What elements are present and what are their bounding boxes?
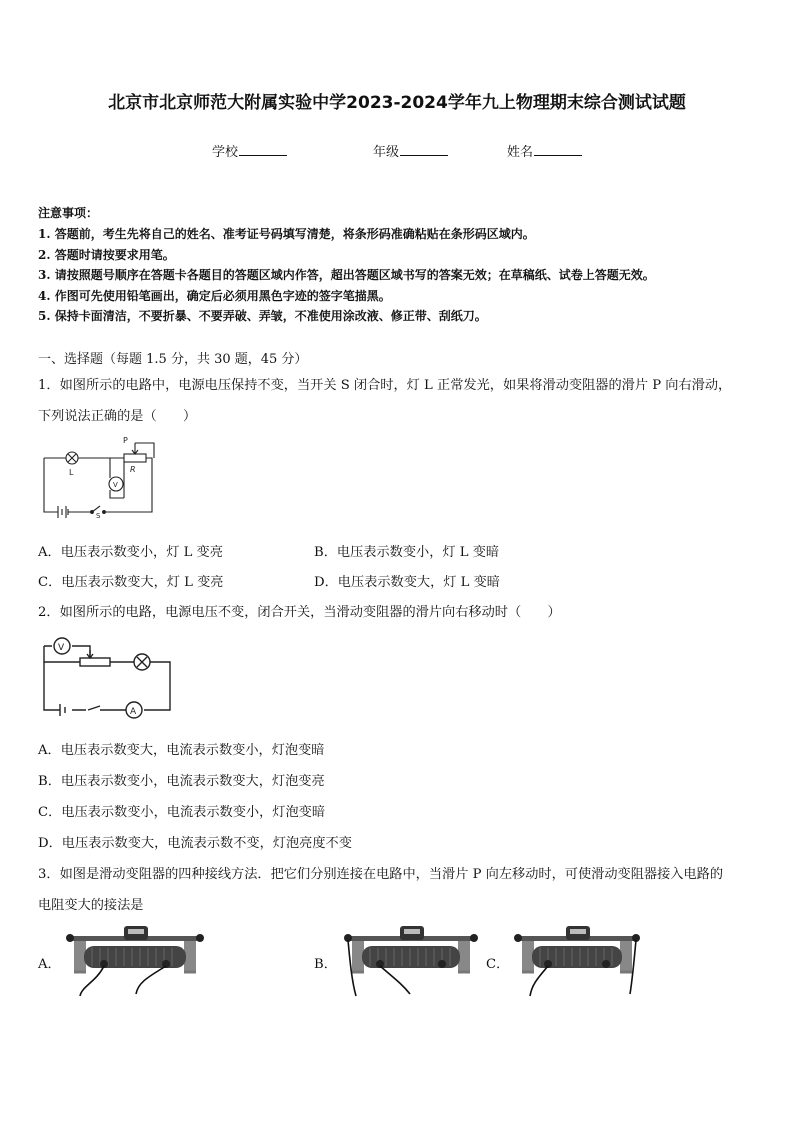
q2-circuit-diagram <box>38 628 176 726</box>
note-item: 5. 保持卡面清洁，不要折暴、不要弄破、弄皱，不准使用涂改液、修正带、刮纸刀。 <box>38 309 487 323</box>
school-field[interactable] <box>212 141 287 160</box>
q2-option-b[interactable]: B．电压表示数变小，电流表示数变大，灯泡变亮 <box>38 774 325 789</box>
notes-heading: 注意事项： <box>38 206 99 220</box>
rheostat-image-c <box>514 922 640 1000</box>
rheostat-image-a <box>66 922 204 1000</box>
q1-option-d[interactable]: D．电压表示数变大，灯 L 变暗 <box>314 575 500 590</box>
label-l: L <box>69 468 74 477</box>
q3-option-a[interactable]: A． <box>38 957 61 972</box>
q3-stem-line1: 3．如图是滑动变阻器的四种接线方法．把它们分别连接在电路中，当滑片 P 向左移动时，可使滑动变阻器接入电路的 <box>38 867 724 882</box>
q1-stem-line1: 1．如图所示的电路中，电源电压保持不变，当开关 S 闭合时，灯 L 正常发光，如果将滑动变阻器的滑片 P 向右滑动， <box>38 378 732 393</box>
q1-stem-line2: 下列说法正确的是（ ） <box>38 409 197 424</box>
label-r: R <box>130 465 136 474</box>
q1-option-a[interactable]: A．电压表示数变小，灯 L 变亮 <box>38 545 223 560</box>
q3-stem-line2: 电阻变大的接法是 <box>38 898 144 913</box>
note-item: 3. 请按照题号顺序在答题卡各题目的答题区域内作答，超出答题区域书写的答案无效；在草稿纸、试卷上答题无效。 <box>38 268 655 282</box>
school-blank[interactable] <box>239 143 287 156</box>
q3-option-b[interactable]: B． <box>314 957 337 972</box>
name-field[interactable] <box>507 141 582 160</box>
q2-option-a[interactable]: A．电压表示数变大，电流表示数变小，灯泡变暗 <box>38 743 325 758</box>
note-item: 2. 答题时请按要求用笔。 <box>38 248 175 262</box>
label-v: V <box>113 481 118 489</box>
section-heading: 一、选择题（每题 1.5 分，共 30 题，45 分） <box>38 352 308 367</box>
rheostat-image-b <box>344 922 478 1000</box>
note-item: 4. 作图可先使用铅笔画出，确定后必须用黑色字迹的签字笔描黑。 <box>38 289 391 303</box>
name-label: 姓名 <box>507 145 534 160</box>
q2-option-d[interactable]: D．电压表示数变大，电流表示数不变，灯泡亮度不变 <box>38 836 352 851</box>
q1-option-c[interactable]: C．电压表示数变大，灯 L 变亮 <box>38 575 224 590</box>
school-label: 学校 <box>212 145 239 160</box>
q1-circuit-diagram <box>38 434 158 520</box>
q2-stem: 2．如图所示的电路，电源电压不变，闭合开关，当滑动变阻器的滑片向右移动时（ ） <box>38 605 561 620</box>
q1-option-b[interactable]: B．电压表示数变小，灯 L 变暗 <box>314 545 500 560</box>
q2-option-c[interactable]: C．电压表示数变小，电流表示数变小，灯泡变暗 <box>38 805 326 820</box>
q3-option-c[interactable]: C． <box>486 957 510 972</box>
page-title: 北京市北京师范大附属实验中学2023-2024学年九上物理期末综合测试试题 <box>108 93 686 113</box>
grade-blank[interactable] <box>400 143 448 156</box>
label-v: V <box>58 643 65 653</box>
label-p: P <box>123 436 128 445</box>
note-item: 1. 答题前，考生先将自己的姓名、准考证号码填写清楚，将条形码准确粘贴在条形码区域内。 <box>38 227 535 241</box>
grade-field[interactable] <box>373 141 448 160</box>
label-a: A <box>130 707 137 717</box>
grade-label: 年级 <box>373 145 400 160</box>
label-s: S <box>96 512 101 520</box>
name-blank[interactable] <box>534 143 582 156</box>
